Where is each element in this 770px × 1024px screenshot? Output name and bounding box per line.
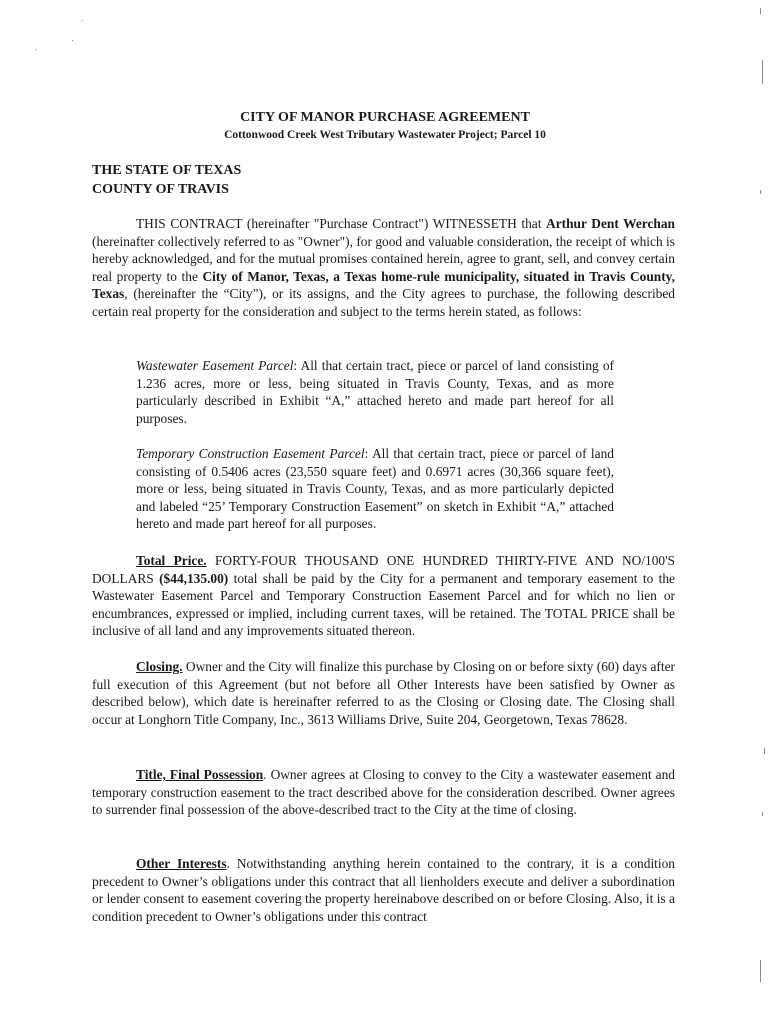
title-possession-paragraph <box>92 766 675 819</box>
intro-text-2: (hereinafter collectively referred to as "Owner"), for good and valuable consideration, the receipt of which is hereby acknowledged, and for the mutual promises contained herein, agree to grant, sell, and convey certain real property to the <box>92 233 675 284</box>
other-interests-paragraph <box>92 855 675 925</box>
parcel-wastewater-text: : All that certain tract, piece or parcel of land consisting of 1.236 acres, more or less, being situated in Travis County, Texas, and as more particularly described in Exhibit “A,” attached hereto and made part hereof for all purposes. <box>136 358 614 426</box>
title-possession-text: . Owner agrees at Closing to convey to the City a wastewater easement and temporary construction easement to the tract described above for the consideration described. Owner agrees to surrender final possession of the above-described tract to the City at the time of closing. <box>92 767 675 818</box>
scan-speck <box>72 40 73 41</box>
scan-edge-mark <box>762 812 763 816</box>
closing-heading: Closing. <box>136 659 183 674</box>
scan-edge-mark <box>764 748 765 754</box>
scan-edge-mark <box>762 60 763 84</box>
total-price-paragraph <box>92 552 675 640</box>
parcel-temporary-text: : All that certain tract, piece or parcel of land consisting of 0.5406 acres (23,550 square feet) and 0.6971 acres (30,366 square feet), more or less, being situated in Travis County, Texas, and as more particularly depicted and labeled “25’ Temporary Construction Easement” on sketch in Exhibit “A,” attached hereto and made part hereof for all purposes. <box>136 446 614 532</box>
venue-block <box>92 161 241 199</box>
total-price-heading: Total Price. <box>136 553 207 568</box>
scan-speck <box>82 20 83 21</box>
state-line: THE STATE OF TEXAS <box>92 163 242 178</box>
closing-paragraph <box>92 658 675 728</box>
scan-edge-mark <box>760 8 761 14</box>
scan-edge-mark <box>760 190 761 194</box>
buyer-name: City of Manor, Texas, a Texas home-rule municipality, situated in Travis County, Texas <box>92 268 675 302</box>
title-possession-heading: Title, Final Possession <box>136 767 264 782</box>
intro-text-1: THIS CONTRACT (hereinafter "Purchase Contract") WITNESSETH that <box>136 216 547 231</box>
scan-edge-mark <box>760 960 761 982</box>
closing-text: Owner and the City will finalize this purchase by Closing on or before sixty (60) days after full execution of this Agreement (but not before all Other Interests have been satisfied by Owner as described below), which date is hereinafter referred to as the Closing or Closing date. The Closing shall occur at Longhorn Title Company, Inc., 3613 Williams Drive, Suite 204, Georgetown, Texas 78628. <box>92 659 675 727</box>
parcel-wastewater-paragraph <box>136 357 614 427</box>
parcel-wastewater-label: Wastewater Easement Parcel <box>136 358 294 373</box>
total-price-amount: ($44,135.00) <box>159 570 229 586</box>
document-subtitle: Cottonwood Creek West Tributary Wastewater Project; Parcel 10 <box>224 129 546 141</box>
owner-name: Arthur Dent Werchan <box>546 216 675 231</box>
intro-paragraph <box>92 215 675 321</box>
intro-text-3: , (hereinafter the “City”), or its assigns, and the City agrees to purchase, the following described certain real property for the consideration and subject to the terms herein stated, as follows: <box>92 286 675 319</box>
total-price-text-2: total shall be paid by the City for a permanent and temporary easement to the Wastewater Easement Parcel and Temporary Construction Easement Parcel and for which no lien or encumbrances, expressed or implied, including current taxes, will be retained. The TOTAL PRICE shall be inclusive of all land and any improvements situated thereon. <box>92 570 675 639</box>
other-interests-text: . Notwithstanding anything herein contained to the contrary, it is a condition precedent to Owner’s obligations under this contract that all lienholders execute and deliver a subordination or lender consent to easement covering the property hereinabove described on or before Closing. Also, it is a condition precedent to Owner’s obligations under this contract <box>92 856 675 924</box>
document-title: CITY OF MANOR PURCHASE AGREEMENT <box>240 110 530 125</box>
total-price-text-1: FORTY-FOUR THOUSAND ONE HUNDRED THIRTY-FIVE AND NO/100'S DOLLARS <box>92 553 675 586</box>
scan-speck <box>35 49 36 50</box>
county-line: COUNTY OF TRAVIS <box>92 182 229 197</box>
other-interests-heading: Other Interests <box>136 856 227 871</box>
parcel-temporary-label: Temporary Construction Easement Parcel <box>136 446 365 461</box>
parcel-temporary-paragraph <box>136 445 614 533</box>
